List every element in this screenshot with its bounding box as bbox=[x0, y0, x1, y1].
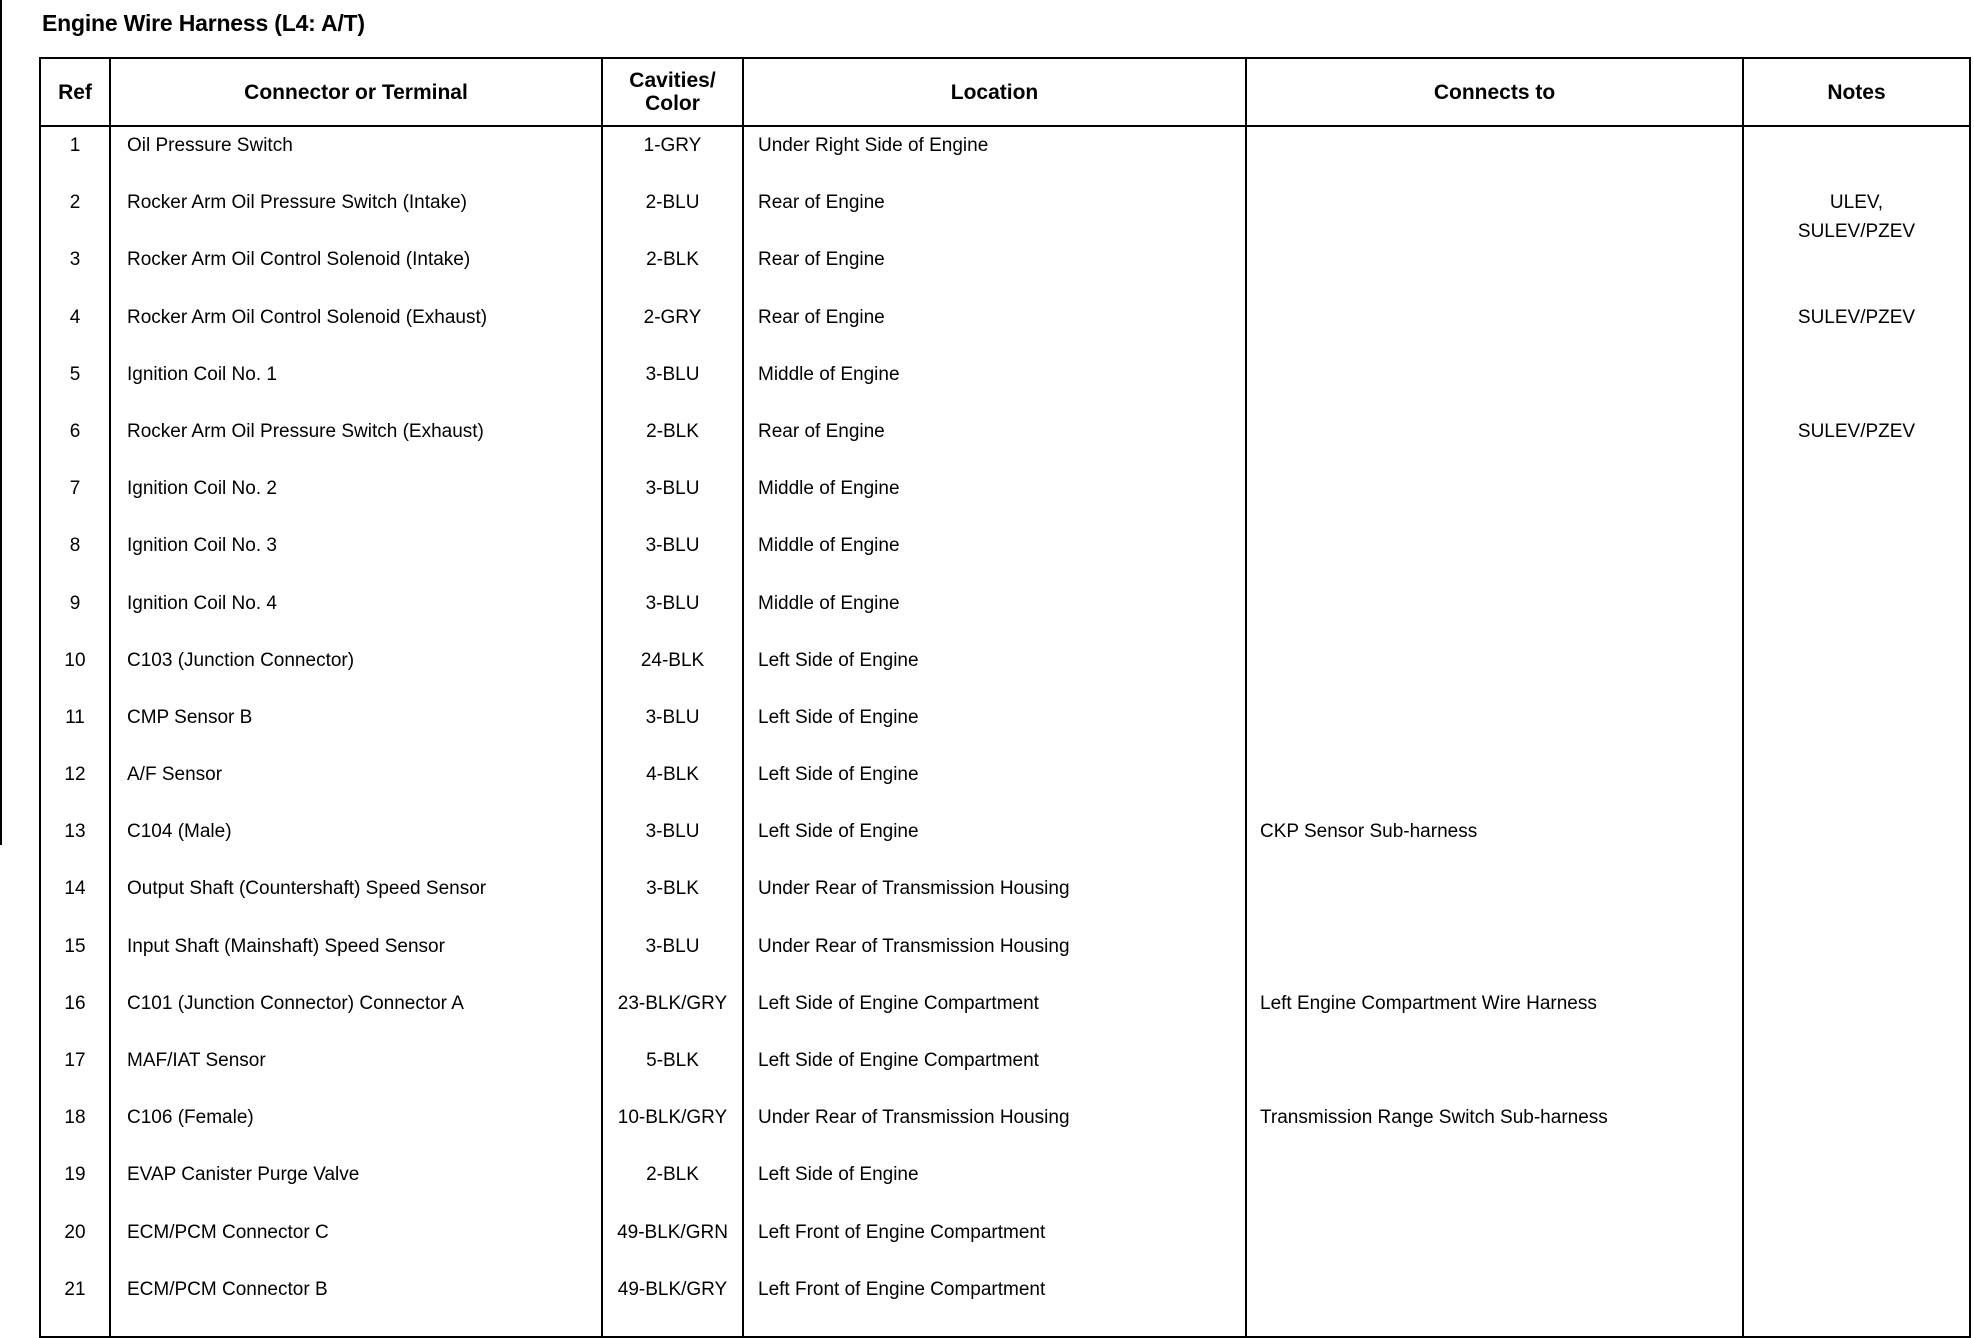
table-row bbox=[40, 875, 1970, 932]
cavities-cell: 23-BLK/GRY bbox=[602, 990, 743, 1047]
table-row bbox=[40, 189, 1970, 246]
cavities-cell: 49-BLK/GRY bbox=[602, 1276, 743, 1337]
cavities-cell: 24-BLK bbox=[602, 647, 743, 704]
table-row bbox=[40, 246, 1970, 303]
notes-line bbox=[1744, 618, 1969, 647]
notes-cell bbox=[1743, 647, 1970, 704]
ref-cell: 5 bbox=[69, 363, 81, 385]
table-row bbox=[40, 761, 1970, 818]
table-row bbox=[40, 1219, 1970, 1276]
ref-cell: 15 bbox=[64, 935, 86, 957]
ref-cell: 11 bbox=[65, 706, 85, 728]
ref-cell: 8 bbox=[69, 535, 81, 557]
connects-to-cell bbox=[1246, 126, 1743, 189]
table-row bbox=[40, 1104, 1970, 1161]
cavities-cell: 2-BLK bbox=[602, 1161, 743, 1218]
notes-cell bbox=[1743, 246, 1970, 303]
notes-line bbox=[1744, 275, 1969, 304]
connector-cell: Ignition Coil No. 1 bbox=[110, 361, 602, 418]
connects-to-cell bbox=[1246, 933, 1743, 990]
location-cell: Rear of Engine bbox=[743, 246, 1246, 303]
location-cell: Under Right Side of Engine bbox=[743, 126, 1246, 189]
cavities-cell: 2-BLK bbox=[602, 418, 743, 475]
notes-line bbox=[1744, 647, 1969, 676]
connector-cell: EVAP Canister Purge Valve bbox=[110, 1161, 602, 1218]
connector-cell: C101 (Junction Connector) Connector A bbox=[110, 990, 602, 1047]
connector-cell: Rocker Arm Oil Pressure Switch (Intake) bbox=[110, 189, 602, 246]
cavities-cell: 49-BLK/GRN bbox=[602, 1219, 743, 1276]
notes-line bbox=[1744, 561, 1969, 590]
connector-cell: Output Shaft (Countershaft) Speed Sensor bbox=[110, 875, 602, 932]
connector-cell: Ignition Coil No. 3 bbox=[110, 532, 602, 589]
connector-cell: ECM/PCM Connector B bbox=[110, 1276, 602, 1337]
notes-line: SULEV/PZEV bbox=[1797, 306, 1916, 328]
notes-line bbox=[1744, 332, 1969, 361]
notes-line bbox=[1744, 704, 1969, 733]
table-row bbox=[40, 126, 1970, 189]
notes-line bbox=[1744, 675, 1969, 704]
connector-cell: A/F Sensor bbox=[110, 761, 602, 818]
connects-to-cell bbox=[1246, 704, 1743, 761]
location-cell: Rear of Engine bbox=[743, 304, 1246, 361]
connector-cell: Rocker Arm Oil Control Solenoid (Intake) bbox=[110, 246, 602, 303]
connector-cell: C103 (Junction Connector) bbox=[110, 647, 602, 704]
cavities-cell: 3-BLU bbox=[602, 590, 743, 647]
cavities-cell: 3-BLU bbox=[602, 933, 743, 990]
connects-to-cell bbox=[1246, 1161, 1743, 1218]
cavities-cell: 4-BLK bbox=[602, 761, 743, 818]
connects-to-cell bbox=[1246, 532, 1743, 589]
left-border-rule bbox=[0, 0, 2, 845]
harness-table bbox=[39, 57, 1971, 1338]
ref-cell: 1 bbox=[69, 135, 81, 156]
header-location: Location bbox=[743, 58, 1246, 126]
connector-cell: Oil Pressure Switch bbox=[110, 126, 602, 189]
table-row bbox=[40, 532, 1970, 589]
table-row bbox=[40, 1047, 1970, 1104]
notes-cell bbox=[1743, 1047, 1970, 1104]
connector-cell: Ignition Coil No. 4 bbox=[110, 590, 602, 647]
header-notes: Notes bbox=[1743, 58, 1970, 126]
table-header bbox=[40, 58, 1970, 126]
cavities-cell: 3-BLK bbox=[602, 875, 743, 932]
table-row bbox=[40, 361, 1970, 418]
connects-to-cell bbox=[1246, 647, 1743, 704]
table-row bbox=[40, 818, 1970, 875]
connects-to-cell bbox=[1246, 875, 1743, 932]
notes-line: SULEV/PZEV bbox=[1797, 220, 1916, 242]
ref-cell: 9 bbox=[69, 592, 81, 614]
ref-cell: 6 bbox=[69, 420, 81, 442]
location-cell: Middle of Engine bbox=[743, 361, 1246, 418]
notes-line bbox=[1744, 961, 1969, 990]
location-cell: Rear of Engine bbox=[743, 189, 1246, 246]
notes-line bbox=[1744, 1161, 1969, 1190]
location-cell: Under Rear of Transmission Housing bbox=[743, 1104, 1246, 1161]
table-row bbox=[40, 1161, 1970, 1218]
connector-cell: ECM/PCM Connector C bbox=[110, 1219, 602, 1276]
connects-to-cell bbox=[1246, 1276, 1743, 1337]
notes-cell bbox=[1743, 1104, 1970, 1161]
notes-cell bbox=[1743, 990, 1970, 1047]
cavities-cell: 2-BLK bbox=[602, 246, 743, 303]
notes-line bbox=[1744, 904, 1969, 933]
connects-to-cell bbox=[1246, 1047, 1743, 1104]
notes-line bbox=[1744, 389, 1969, 418]
ref-cell: 18 bbox=[64, 1107, 86, 1129]
header-connector: Connector or Terminal bbox=[110, 58, 602, 126]
location-cell: Middle of Engine bbox=[743, 475, 1246, 532]
ref-cell: 10 bbox=[64, 649, 86, 671]
location-cell: Left Side of Engine bbox=[743, 647, 1246, 704]
table-body bbox=[40, 126, 1970, 1337]
notes-line bbox=[1744, 361, 1969, 390]
ref-cell: 21 bbox=[64, 1278, 86, 1300]
header-row bbox=[40, 58, 1970, 126]
location-cell: Middle of Engine bbox=[743, 590, 1246, 647]
notes-line bbox=[1744, 875, 1969, 904]
cavities-cell: 1-GRY bbox=[602, 126, 743, 189]
notes-cell bbox=[1743, 418, 1970, 475]
table-row bbox=[40, 304, 1970, 361]
location-cell: Rear of Engine bbox=[743, 418, 1246, 475]
notes-line bbox=[1744, 1076, 1969, 1105]
notes-line bbox=[1744, 1247, 1969, 1276]
cavities-cell: 2-BLU bbox=[602, 189, 743, 246]
location-cell: Left Front of Engine Compartment bbox=[743, 1276, 1246, 1337]
notes-cell bbox=[1743, 761, 1970, 818]
table-row bbox=[40, 475, 1970, 532]
connects-to-cell bbox=[1246, 475, 1743, 532]
table-row bbox=[40, 647, 1970, 704]
notes-cell bbox=[1743, 1219, 1970, 1276]
header-cavities-line2: Color bbox=[645, 92, 700, 115]
notes-line bbox=[1744, 532, 1969, 561]
ref-cell: 2 bbox=[69, 192, 81, 214]
cavities-cell: 3-BLU bbox=[602, 818, 743, 875]
notes-line bbox=[1744, 1304, 1969, 1333]
cavities-cell: 3-BLU bbox=[602, 361, 743, 418]
notes-cell bbox=[1743, 361, 1970, 418]
notes-line bbox=[1744, 790, 1969, 819]
notes-line bbox=[1744, 847, 1969, 876]
location-cell: Left Side of Engine Compartment bbox=[743, 990, 1246, 1047]
notes-line bbox=[1744, 132, 1969, 161]
notes-line bbox=[1744, 246, 1969, 275]
connects-to-cell bbox=[1246, 418, 1743, 475]
location-cell: Left Side of Engine bbox=[743, 1161, 1246, 1218]
table-row bbox=[40, 418, 1970, 475]
notes-line bbox=[1744, 933, 1969, 962]
connector-cell: C104 (Male) bbox=[110, 818, 602, 875]
location-cell: Left Side of Engine bbox=[743, 704, 1246, 761]
notes-cell bbox=[1743, 532, 1970, 589]
connector-cell: Input Shaft (Mainshaft) Speed Sensor bbox=[110, 933, 602, 990]
ref-cell: 17 bbox=[64, 1050, 86, 1071]
connects-to-cell bbox=[1246, 246, 1743, 303]
notes-line bbox=[1744, 761, 1969, 790]
connects-to-cell bbox=[1246, 590, 1743, 647]
table-row bbox=[40, 933, 1970, 990]
page-title: Engine Wire Harness (L4: A/T) bbox=[42, 10, 365, 36]
header-connects-to: Connects to bbox=[1246, 58, 1743, 126]
notes-line bbox=[1744, 1190, 1969, 1219]
connector-cell: C106 (Female) bbox=[110, 1104, 602, 1161]
ref-cell: 4 bbox=[69, 306, 81, 328]
notes-line bbox=[1744, 818, 1969, 847]
location-cell: Left Front of Engine Compartment bbox=[743, 1219, 1246, 1276]
notes-cell bbox=[1743, 590, 1970, 647]
ref-cell: 20 bbox=[64, 1221, 86, 1243]
connects-to-cell bbox=[1246, 304, 1743, 361]
header-cavities-line1: Cavities/ bbox=[629, 69, 716, 92]
notes-cell bbox=[1743, 126, 1970, 189]
cavities-cell: 5-BLK bbox=[602, 1047, 743, 1104]
notes-line bbox=[1744, 1276, 1969, 1305]
cavities-cell: 3-BLU bbox=[602, 475, 743, 532]
location-cell: Left Side of Engine bbox=[743, 818, 1246, 875]
notes-cell bbox=[1743, 1161, 1970, 1218]
cavities-cell: 2-GRY bbox=[602, 304, 743, 361]
location-cell: Under Rear of Transmission Housing bbox=[743, 933, 1246, 990]
connects-to-cell bbox=[1246, 761, 1743, 818]
table-row bbox=[40, 990, 1970, 1047]
cavities-cell: 10-BLK/GRY bbox=[602, 1104, 743, 1161]
notes-line bbox=[1744, 1104, 1969, 1133]
notes-line bbox=[1744, 1018, 1969, 1047]
notes-cell bbox=[1743, 875, 1970, 932]
cavities-cell: 3-BLU bbox=[602, 704, 743, 761]
notes-line bbox=[1744, 1133, 1969, 1162]
location-cell: Left Side of Engine bbox=[743, 761, 1246, 818]
connector-cell: Rocker Arm Oil Pressure Switch (Exhaust) bbox=[110, 418, 602, 475]
connects-to-cell: Left Engine Compartment Wire Harness bbox=[1246, 990, 1743, 1047]
connects-to-cell: Transmission Range Switch Sub-harness bbox=[1246, 1104, 1743, 1161]
header-ref: Ref bbox=[40, 58, 110, 126]
ref-cell: 7 bbox=[69, 478, 81, 500]
notes-cell bbox=[1743, 818, 1970, 875]
cavities-cell: 3-BLU bbox=[602, 532, 743, 589]
connector-cell: CMP Sensor B bbox=[110, 704, 602, 761]
notes-cell bbox=[1743, 475, 1970, 532]
connects-to-cell bbox=[1246, 361, 1743, 418]
ref-cell: 3 bbox=[69, 249, 81, 271]
header-cavities bbox=[602, 58, 743, 126]
connects-to-cell bbox=[1246, 189, 1743, 246]
location-cell: Under Rear of Transmission Housing bbox=[743, 875, 1246, 932]
location-cell: Left Side of Engine Compartment bbox=[743, 1047, 1246, 1104]
ref-cell: 14 bbox=[64, 878, 86, 900]
table-row bbox=[40, 704, 1970, 761]
notes-cell bbox=[1743, 1276, 1970, 1337]
notes-line bbox=[1744, 504, 1969, 533]
ref-cell: 16 bbox=[64, 992, 86, 1014]
notes-line bbox=[1744, 447, 1969, 476]
notes-cell bbox=[1743, 704, 1970, 761]
notes-line bbox=[1744, 1047, 1969, 1076]
notes-line: ULEV, bbox=[1829, 192, 1884, 214]
ref-cell: 19 bbox=[64, 1164, 86, 1186]
location-cell: Middle of Engine bbox=[743, 532, 1246, 589]
notes-cell bbox=[1743, 304, 1970, 361]
notes-line bbox=[1744, 590, 1969, 619]
connects-to-cell: CKP Sensor Sub-harness bbox=[1246, 818, 1743, 875]
notes-cell bbox=[1743, 189, 1970, 246]
connector-cell: Rocker Arm Oil Control Solenoid (Exhaust) bbox=[110, 304, 602, 361]
notes-line bbox=[1744, 161, 1969, 190]
table-row bbox=[40, 1276, 1970, 1337]
connector-cell: MAF/IAT Sensor bbox=[110, 1047, 602, 1104]
notes-line bbox=[1744, 1219, 1969, 1248]
notes-line: SULEV/PZEV bbox=[1797, 420, 1916, 442]
notes-line bbox=[1744, 475, 1969, 504]
ref-cell: 13 bbox=[64, 821, 86, 843]
table-row bbox=[40, 590, 1970, 647]
notes-line bbox=[1744, 732, 1969, 761]
notes-line bbox=[1744, 990, 1969, 1019]
connector-cell: Ignition Coil No. 2 bbox=[110, 475, 602, 532]
ref-cell: 12 bbox=[64, 764, 86, 786]
notes-cell bbox=[1743, 933, 1970, 990]
connects-to-cell bbox=[1246, 1219, 1743, 1276]
